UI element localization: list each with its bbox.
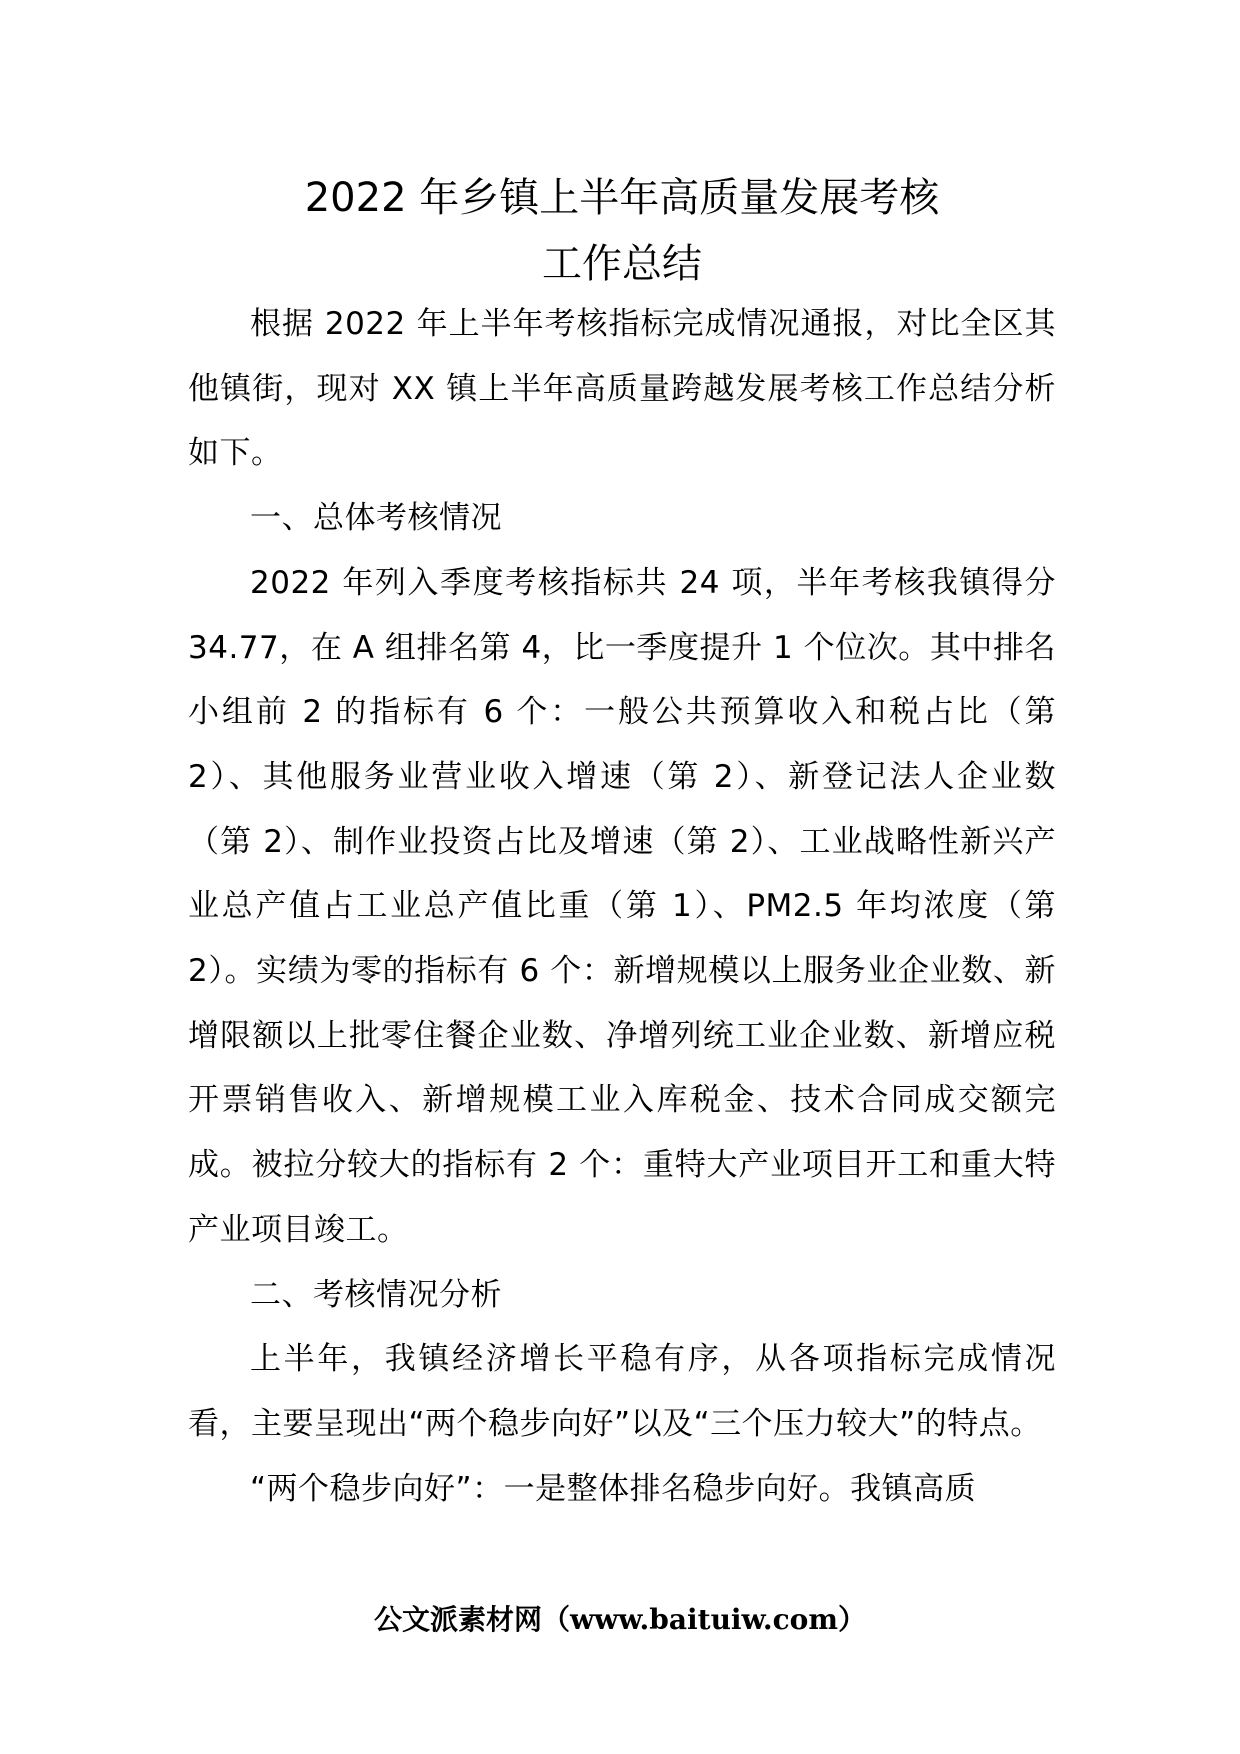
footer-source: 公文派素材网（www.baituiw.com） [374,1603,866,1636]
section-heading-2: 二、考核情况分析 [250,1276,502,1313]
intro-paragraph: 根据 2022 年上半年考核指标完成情况通报，对比全区其他镇街，现对 XX 镇上半年高质量跨越发展考核工作总结分析如下。 [188,306,1056,472]
body-paragraph-1: 2022 年列入季度考核指标共 24 项，半年考核我镇得分 34.77，在 A 组排名第 4，比一季度提升 1 个位次。其中排名小组前 2 的指标有 6 个：一般公共预算收入和税占比（第 2）、其他服务业营业收入增速（第 2）、新登记法人企业数（第 2）、制作业投资占比及增速（第 2）、工业战略性新兴产业总产值占工业总产值比重（第 1）、PM2.5 年均浓度（第 2）。实绩为零的指标有 6 个：新增规模以上服务业企业数、新增限额以上批零住餐企业数、净增列统工业企业数、新增应税开票销售收入、新增规模工业入库税金、技术合同成交额完成。被拉分较大的指标有 2 个：重特大产业项目开工和重大特产业项目竣工。 [188,564,1056,1248]
document-title-line-1: 2022 年乡镇上半年高质量发展考核 [304,175,940,221]
body-paragraph-2: 上半年，我镇经济增长平稳有序，从各项指标完成情况看，主要呈现出“两个稳步向好”以及“三个压力较大”的特点。 [188,1341,1056,1442]
body-paragraph-3: “两个稳步向好”：一是整体排名稳步向好。我镇高质 [250,1470,977,1507]
section-heading-1: 一、总体考核情况 [250,500,502,537]
document-body [188,292,1056,1521]
document-title-line-2: 工作总结 [542,241,702,287]
